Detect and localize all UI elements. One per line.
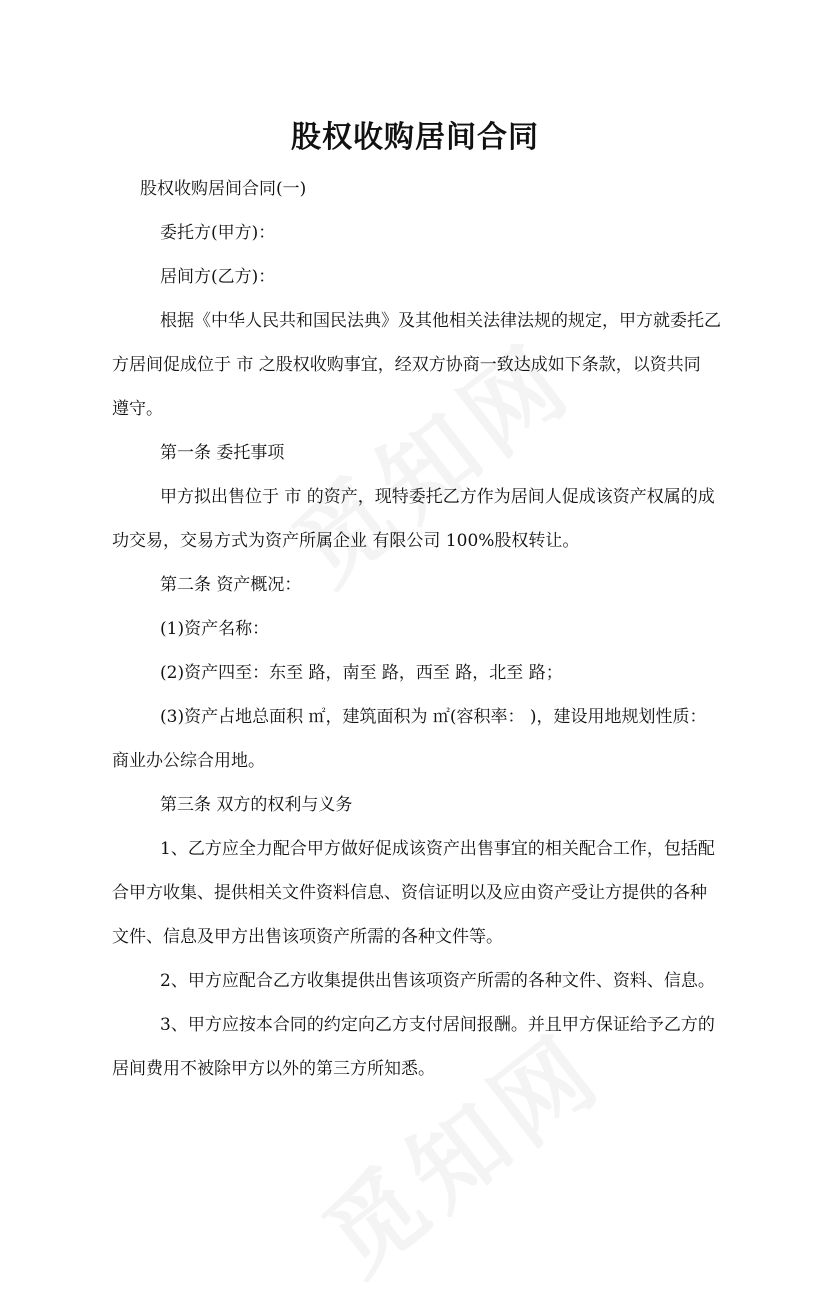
- paragraph-line: 遵守。: [112, 399, 163, 419]
- paragraph-line: 商业办公综合用地。: [112, 751, 265, 771]
- section-heading: 第三条 双方的权利与义务: [160, 795, 353, 815]
- paragraph-line: 居间费用不被除甲方以外的第三方所知悉。: [112, 1059, 435, 1079]
- paragraph-line: 功交易，交易方式为资产所属企业 有限公司 100%股权转让。: [112, 531, 580, 551]
- watermark: [292, 997, 627, 1300]
- paragraph-line: 1、乙方应全力配合甲方做好促成该资产出售事宜的相关配合工作，包括配: [160, 839, 715, 859]
- paragraph-line: 文件、信息及甲方出售该项资产所需的各种文件等。: [112, 927, 503, 947]
- paragraph-line: 3、甲方应按本合同的约定向乙方支付居间报酬。并且甲方保证给予乙方的: [160, 1015, 715, 1035]
- paragraph-line: 方居间促成位于 市 之股权收购事宜，经双方协商一致达成如下条款，以资共同: [112, 355, 701, 375]
- paragraph-line: 合甲方收集、提供相关文件资料信息、资信证明以及应由资产受让方提供的各种: [112, 883, 707, 903]
- paragraph-line: 甲方拟出售位于 市 的资产，现特委托乙方作为居间人促成该资产权属的成: [160, 487, 715, 507]
- paragraph-line: 2、甲方应配合乙方收集提供出售该项资产所需的各种文件、资料、信息。: [160, 971, 715, 991]
- party-a-line: 委托方(甲方)：: [160, 223, 276, 243]
- paragraph-line: 根据《中华人民共和国民法典》及其他相关法律法规的规定，甲方就委托乙: [160, 311, 721, 331]
- section-heading: 第一条 委托事项: [160, 443, 285, 463]
- section-heading: 第二条 资产概况：: [160, 575, 302, 595]
- subtitle: 股权收购居间合同(一): [140, 179, 307, 199]
- list-item: (1)资产名称：: [160, 619, 270, 639]
- document-title: 股权收购居间合同: [291, 120, 539, 155]
- list-item: (2)资产四至：东至 路，南至 路，西至 路，北至 路；: [160, 663, 563, 683]
- list-item: (3)资产占地总面积 ㎡，建筑面积为 ㎡(容积率： )，建设用地规划性质：: [160, 707, 707, 727]
- party-b-line: 居间方(乙方)：: [160, 267, 276, 287]
